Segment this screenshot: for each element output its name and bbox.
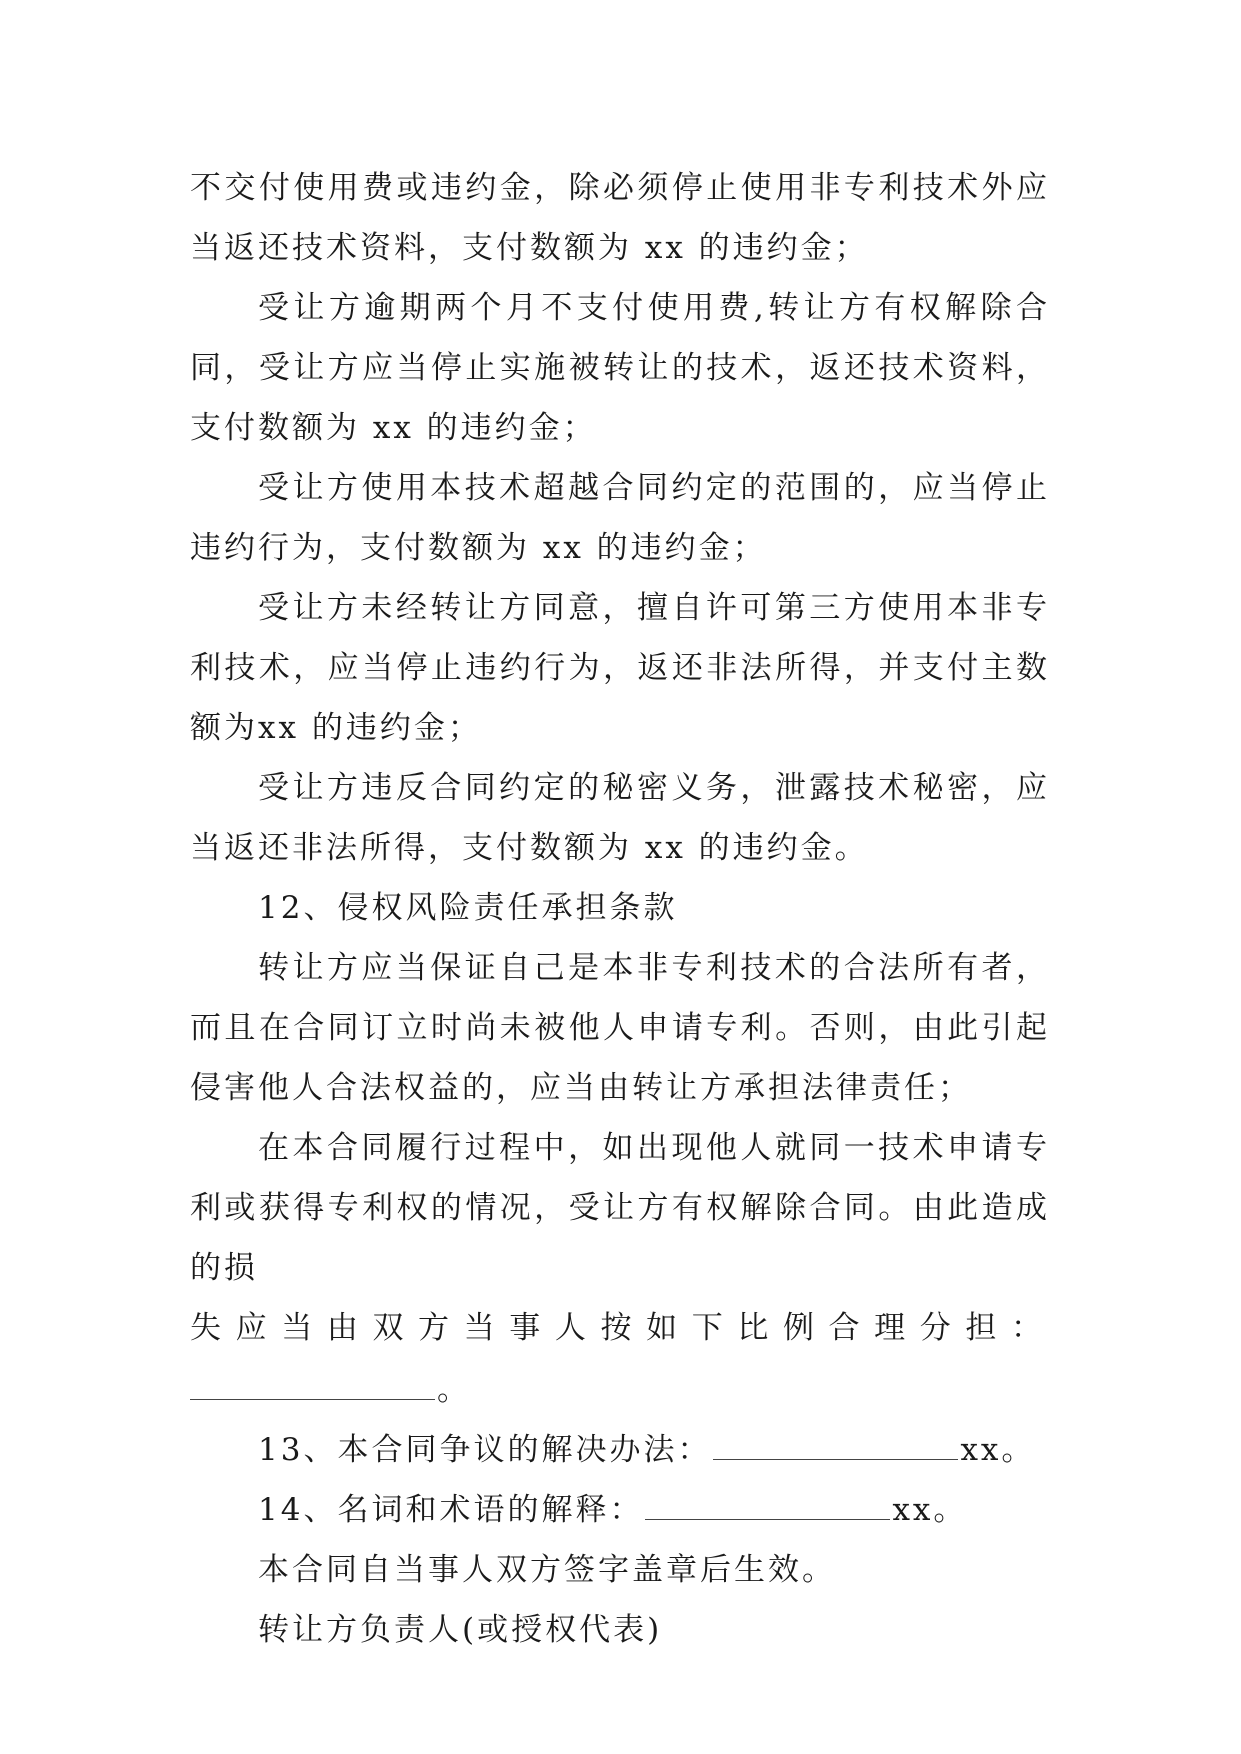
paragraph-third-party-license: 受让方未经转让方同意，擅自许可第三方使用本非专利技术，应当停止违约行为，返还非法所得，并支付主数额为xx 的违约金； — [190, 590, 1050, 746]
terms-definition-blank-field[interactable] — [645, 1493, 890, 1520]
dispute-resolution-suffix: xx。 — [960, 1432, 1036, 1468]
paragraph-scope-violation: 受让方使用本技术超越合同约定的范围的，应当停止违约行为，支付数额为 xx 的违约金； — [190, 470, 1050, 566]
dispute-resolution-label: 13、本合同争议的解决办法： — [258, 1432, 712, 1468]
paragraph-effective-clause: 本合同自当事人双方签字盖章后生效。 — [258, 1552, 836, 1588]
paragraph-patent-conflict — [190, 1118, 1050, 1298]
paragraph-penalty-unpaid: 不交付使用费或违约金，除必须停止使用非专利技术外应当返还技术资料，支付数额为 xx 的违约金； — [190, 170, 1050, 266]
terms-definition-label: 14、名词和术语的解释： — [258, 1492, 644, 1528]
section-dispute-resolution — [190, 1420, 1050, 1480]
blank-end-mark: 。 — [437, 1372, 471, 1408]
paragraph-patent-conflict-line2: 失应当由双方当事人按如下比例合理分担： — [190, 1310, 1050, 1346]
paragraph-patent-conflict-text: 在本合同履行过程中，如出现他人就同一技术申请专利或获得专利权的情况，受让方有权解除合同。由此造成的损 — [190, 1130, 1050, 1286]
paragraph-overdue-payment: 受让方逾期两个月不支付使用费,转让方有权解除合同，受让方应当停止实施被转让的技术，返还技术资料，支付数额为 xx 的违约金； — [190, 290, 1050, 446]
section-terms-definition — [190, 1480, 1050, 1540]
signature-transferor-representative: 转让方负责人(或授权代表) — [258, 1612, 663, 1648]
document-body — [190, 158, 1050, 1660]
paragraph-confidentiality-breach: 受让方违反合同约定的秘密义务，泄露技术秘密，应当返还非法所得，支付数额为 xx 的违约金。 — [190, 770, 1050, 866]
section-heading-infringement-risk: 12、侵权风险责任承担条款 — [258, 890, 678, 926]
ratio-blank-field[interactable] — [190, 1373, 435, 1400]
paragraph-ownership-guarantee: 转让方应当保证自己是本非专利技术的合法所有者，而且在合同订立时尚未被他人申请专利。否则，由此引起侵害他人合法权益的，应当由转让方承担法律责任； — [190, 950, 1050, 1106]
terms-definition-suffix: xx。 — [892, 1492, 968, 1528]
dispute-resolution-blank-field[interactable] — [713, 1433, 958, 1460]
paragraph-patent-conflict-blank — [190, 1360, 1050, 1420]
